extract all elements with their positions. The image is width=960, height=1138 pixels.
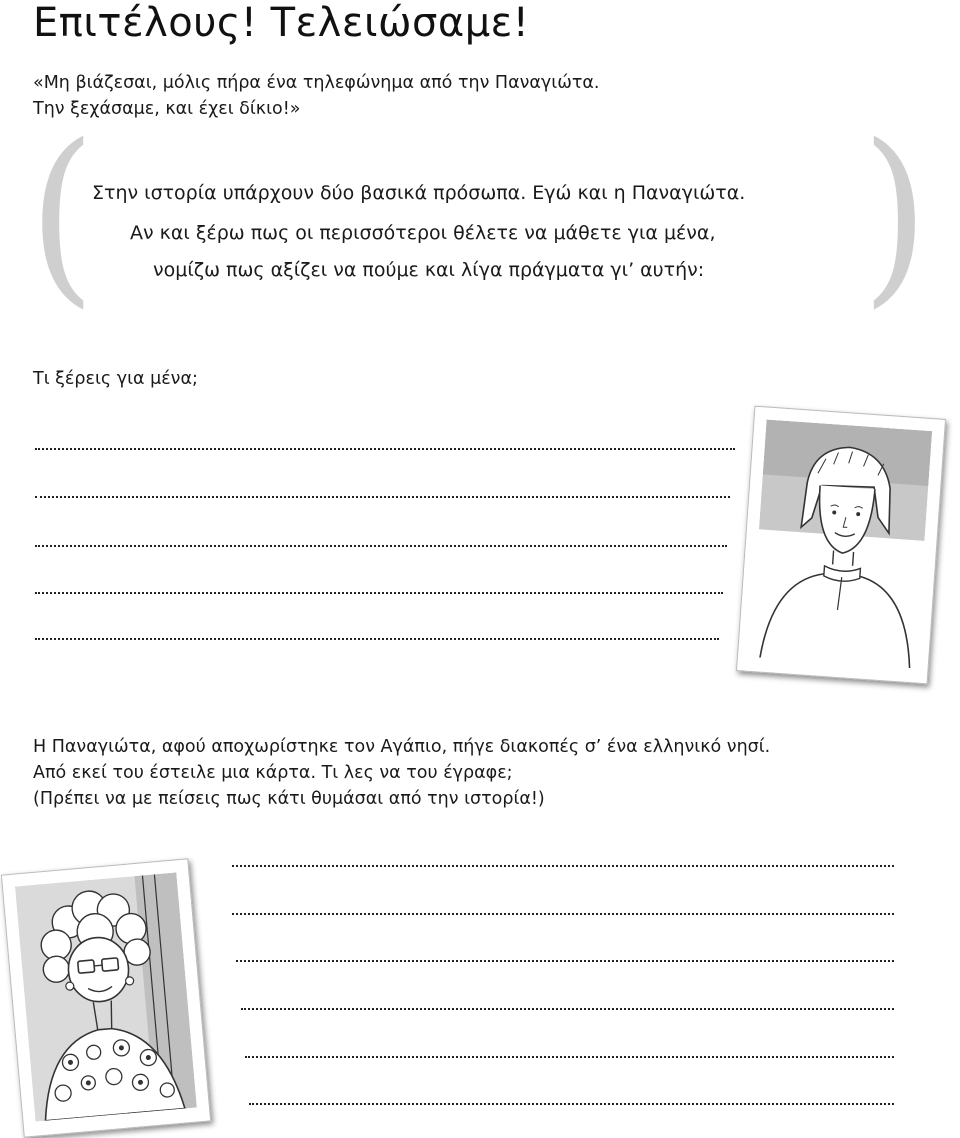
answer-line[interactable] [35, 448, 735, 450]
right-parenthesis: ) [861, 104, 929, 325]
postcard-line-3: (Πρέπει να με πείσεις πως κάτι θυμάσαι από την ιστορία!) [33, 789, 545, 809]
intro-line-2: Την ξεχάσαμε, και έχει δίκιο!» [33, 99, 301, 119]
postcard-line-2: Από εκεί του έστειλε μια κάρτα. Τι λες να του έγραφε; [33, 763, 513, 783]
answer-line[interactable] [35, 496, 730, 498]
boy-illustration [750, 420, 932, 669]
grandmother-illustration [15, 872, 197, 1121]
answer-line[interactable] [35, 545, 727, 547]
postcard-line-1: Η Παναγιώτα, αφού αποχωρίστηκε τον Αγάπιο, πήγε διακοπές σ’ ένα ελληνικό νησί. [33, 737, 771, 757]
grandmother-photo [1, 858, 211, 1137]
page-title: Επιτέλους! Τελειώσαμε! [33, 0, 530, 46]
box-line-2: Αν και ξέρω πως οι περισσότεροι θέλετε να μάθετε για μένα, [130, 222, 716, 244]
postcard-answer-line[interactable] [236, 960, 894, 962]
answer-line[interactable] [35, 592, 723, 594]
postcard-answer-line[interactable] [241, 1008, 894, 1010]
box-line-1: Στην ιστορία υπάρχουν δύο βασικά πρόσωπα. Εγώ και η Παναγιώτα. [92, 182, 746, 204]
postcard-answer-line[interactable] [232, 913, 894, 915]
postcard-answer-line[interactable] [249, 1103, 894, 1105]
boy-photo [736, 406, 946, 685]
left-parenthesis: ( [28, 104, 96, 325]
postcard-answer-line[interactable] [245, 1056, 894, 1058]
intro-line-1: «Μη βιάζεσαι, μόλις πήρα ένα τηλεφώνημα από την Παναγιώτα. [33, 73, 600, 93]
postcard-answer-line[interactable] [232, 865, 894, 867]
box-line-3: νομίζω πως αξίζει να πούμε και λίγα πράγματα γι’ αυτήν: [153, 259, 705, 281]
intro-quote [33, 70, 599, 122]
answer-line[interactable] [35, 638, 719, 640]
question-label: Τι ξέρεις για μένα; [33, 369, 198, 389]
postcard-instructions [33, 734, 770, 812]
